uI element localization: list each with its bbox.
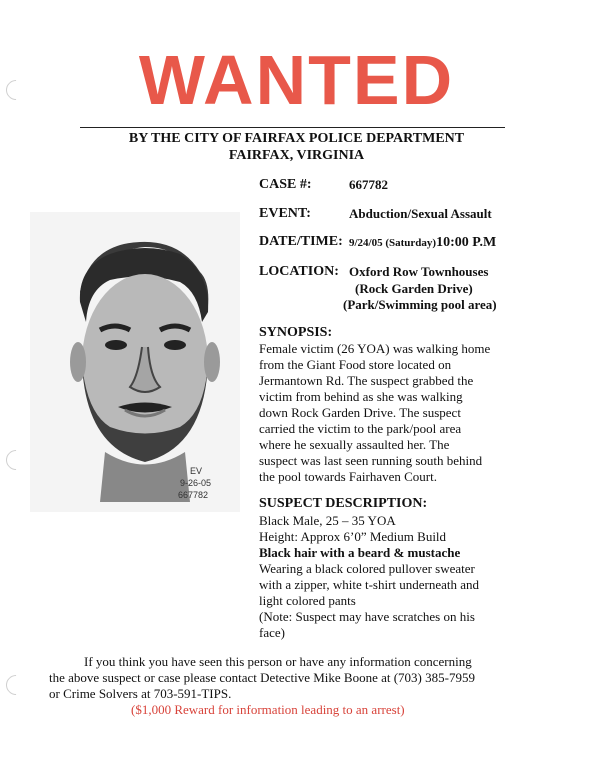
synopsis-line: down Rock Garden Drive. The suspect — [259, 405, 461, 420]
case-value: 667782 — [349, 177, 388, 192]
event-label: EVENT: — [259, 206, 311, 221]
description-line: Height: Approx 6’0” Medium Build — [259, 529, 447, 544]
synopsis-line: suspect was last seen running south behind — [259, 453, 483, 468]
location-line: Oxford Row Townhouses — [349, 264, 489, 279]
synopsis-line: victim from behind as she was walking — [259, 389, 463, 404]
description-line: light colored pants — [259, 593, 356, 608]
description-line: (Note: Suspect may have scratches on his — [259, 609, 475, 624]
location-line: (Rock Garden Drive) — [355, 281, 473, 296]
description-line: Black Male, 25 – 35 YOA — [259, 513, 396, 528]
punch-hole-mark — [2, 446, 30, 474]
date-value: 9/24/05 (Saturday) — [349, 237, 437, 249]
synopsis-label: SYNOPSIS: — [259, 325, 333, 340]
synopsis-line: where he sexually assaulted her. The — [259, 437, 450, 452]
sketch-annotation-case: 667782 — [178, 490, 209, 500]
sketch-annotation-date: 9-26-05 — [180, 478, 212, 488]
header-rule — [80, 127, 505, 128]
synopsis-line: Jermantown Rd. The suspect grabbed the — [259, 373, 474, 388]
reward-notice: ($1,000 Reward for information leading to an arrest) — [131, 702, 405, 717]
synopsis-text — [259, 341, 509, 485]
description-line: with a zipper, white t-shirt underneath and — [259, 577, 480, 592]
suspect-description-label: SUSPECT DESCRIPTION: — [259, 496, 428, 511]
contact-line: or Crime Solvers at 703-591-TIPS. — [49, 686, 232, 701]
sketch-annotation-initials: EV — [190, 466, 203, 476]
description-line: Wearing a black colored pullover sweater — [259, 561, 475, 576]
time-value: 10:00 P.M — [436, 235, 497, 250]
datetime-value — [349, 234, 496, 251]
contact-line: the above suspect or case please contact Detective Mike Boone at (703) 385-7959 — [49, 670, 475, 685]
synopsis-line: carried the victim to the park/pool area — [259, 421, 462, 436]
contact-section — [0, 654, 593, 718]
location-label: LOCATION: — [259, 264, 339, 279]
description-line: face) — [259, 625, 285, 640]
synopsis-line: from the Giant Food store located on — [259, 357, 452, 372]
suspect-description-text — [259, 513, 509, 641]
description-line: Black hair with a beard & mustache — [259, 545, 461, 560]
synopsis-line: Female victim (26 YOA) was walking home — [259, 341, 491, 356]
datetime-label: DATE/TIME: — [259, 234, 343, 249]
suspect-sketch — [30, 212, 240, 512]
contact-line: If you think you have seen this person or have any information concerning — [84, 654, 472, 669]
department-name: BY THE CITY OF FAIRFAX POLICE DEPARTMENT — [128, 131, 465, 146]
synopsis-line: the pool towards Fairhaven Court. — [259, 469, 437, 484]
wanted-title: WANTED — [138, 41, 455, 119]
case-label: CASE #: — [259, 177, 312, 192]
event-value: Abduction/Sexual Assault — [349, 206, 492, 221]
location-line: (Park/Swimming pool area) — [343, 297, 497, 312]
department-location: FAIRFAX, VIRGINIA — [228, 148, 365, 163]
